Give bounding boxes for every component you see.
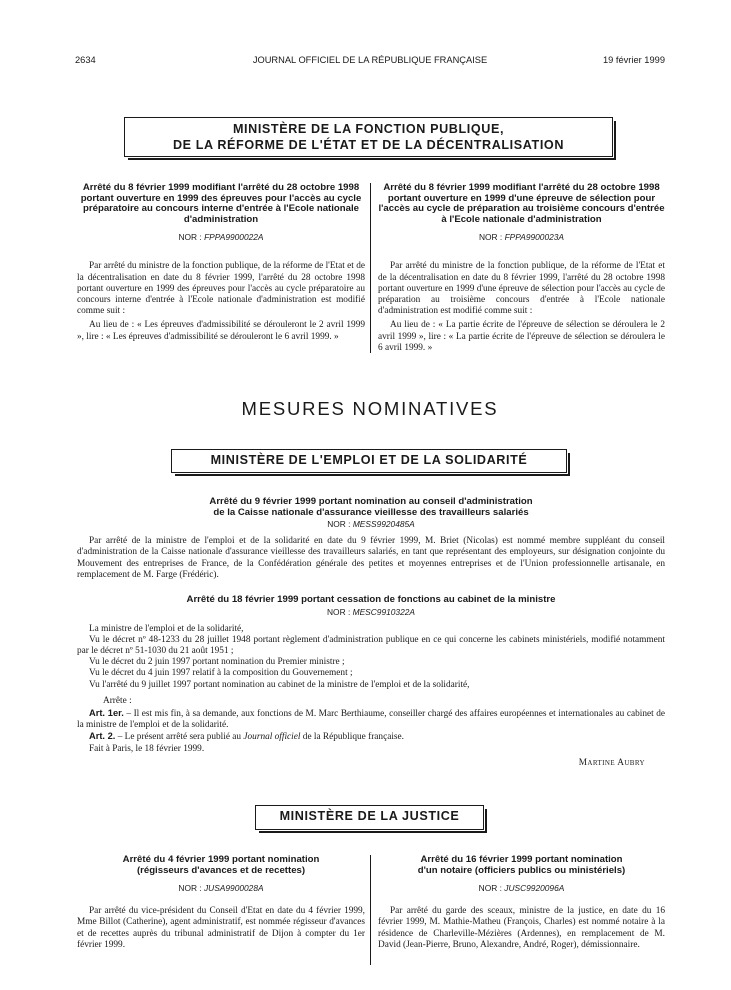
nor-code: MESC9910322A (352, 606, 415, 617)
visa-line: Vu le décret du 2 juin 1997 portant nomination du Premier ministre ; (89, 657, 345, 668)
article-2 (77, 731, 665, 743)
section-title: MESURES NOMINATIVES (241, 398, 499, 419)
article-2-label: Art. 2. (89, 731, 116, 742)
visa-line: Vu l'arrêté du 9 juillet 1997 portant nomination au cabinet de la ministre de l'emploi et de la solidarité, (89, 679, 470, 690)
arrete-right-paragraph-1: Par arrêté du ministre de la fonction publique, de la réforme de l'Etat et de la décentralisation en date du 8 février 1999, l'arrêté du 28 octobre 1998 portant ouverture en 1999 d'une épreuve de sélection pour l'accès au cycle de préparation au troisième concours d'entrée à l'Ecole nationale d'administration est modifié comme suit : (378, 261, 665, 317)
nor-code: JUSC9920096A (504, 883, 565, 894)
arrete-regisseurs-nor (77, 883, 365, 893)
nor-label: NOR : (478, 883, 502, 894)
column-divider (370, 855, 371, 965)
arrete-notaire-paragraph: Par arrêté du garde des sceaux, ministre de la justice, en date du 16 février 1999, M. Mathie-Matheu (François, Charles) est nommé notaire à la résidence de Charleville-Mézières (Ardennes), en remplacement de M. David (Jean-Pierre, Bruno, Alexandre, André, Roger), démissionnaire. (378, 906, 665, 950)
arrete-regisseurs-block (77, 855, 365, 951)
arrete-left-block (77, 183, 365, 343)
article-1-text: – Il est mis fin, à sa demande, aux fonctions de M. Marc Berthiaume, conseiller chargé des affaires européennes et internationales au cabinet de la ministre de l'emploi et de la solidarité. (77, 709, 666, 731)
arrete-right-title: Arrêté du 8 février 1999 modifiant l'arrêté du 28 octobre 1998 portant ouverture en 1999 d'une épreuve de sélection pour l'accès au cycle de préparation au troisième concours d'entrée à l'Ecole nationale d'administration (378, 182, 665, 225)
ministry-fonction-publique-heading (124, 117, 613, 157)
journal-title: JOURNAL OFFICIEL DE LA RÉPUBLIQUE FRANÇAISE (252, 55, 488, 65)
arrete-left-title: Arrêté du 8 février 1999 modifiant l'arrêté du 28 octobre 1998 portant ouverture en 1999 des épreuves pour l'accès au cycle préparatoire au concours interne d'entrée à l'Ecole nationale d'administration (80, 182, 362, 225)
nor-code: FPPA9900022A (204, 232, 264, 243)
ministry-emploi-label: MINISTÈRE DE L'EMPLOI ET DE LA SOLIDARITÉ (210, 453, 528, 467)
arrete-cnav-title-line1: Arrêté du 9 février 1999 portant nomination au conseil d'administration (209, 496, 533, 507)
arrete-notaire-title-line2: d'un notaire (officiers publics ou ministériels) (417, 864, 626, 876)
journal-officiel-italic: Journal officiel (243, 732, 301, 743)
ministry-emploi-heading (171, 449, 567, 473)
nor-label: NOR : (327, 606, 351, 617)
arrete-regisseurs-title-line1: Arrêté du 4 février 1999 portant nomination (122, 854, 320, 865)
ministry-fp-line2: DE LA RÉFORME DE L'ÉTAT ET DE LA DÉCENTRALISATION (172, 137, 565, 152)
running-header (75, 55, 665, 69)
arrete-label: Arrête : (103, 695, 132, 706)
arrete-right-block (378, 183, 665, 354)
nor-label: NOR : (178, 883, 202, 894)
arrete-cnav-nor (77, 519, 665, 529)
nor-label: NOR : (478, 232, 503, 243)
arrete-cnav-title-line2: de la Caisse nationale d'assurance vieillesse des travailleurs salariés (213, 506, 529, 518)
arrete-right-paragraph-2: Au lieu de : « La partie écrite de l'épreuve de sélection se déroulera le 2 avril 1999 », lire : « La partie écrite de l'épreuve de sélection se déroulera le 6 avril 1999. » (378, 320, 665, 353)
arrete-cnav-block (77, 497, 665, 581)
signature: Martine Aubry (578, 757, 645, 768)
fait-a-paris: Fait à Paris, le 18 février 1999. (89, 743, 205, 754)
arrete-right-nor (378, 232, 665, 242)
arrete-regisseurs-title-line2: (régisseurs d'avances et de recettes) (136, 864, 306, 876)
arrete-cabinet-title: Arrêté du 18 février 1999 portant cessation de fonctions au cabinet de la ministre (186, 594, 556, 605)
arrete-notaire-block (378, 855, 665, 951)
nor-code: JUSA9900028A (203, 883, 264, 894)
arrete-regisseurs-paragraph: Par arrêté du vice-président du Conseil d'Etat en date du 4 février 1999, Mme Billot (Catherine), agent administratif, est nommée régisseur d'avances et de recettes auprès du tribunal administratif de Dijon à compter du 1er février 1999. (77, 906, 365, 950)
arrete-left-nor (77, 232, 365, 242)
ministry-fp-line1: MINISTÈRE DE LA FONCTION PUBLIQUE, (232, 122, 505, 136)
arrete-notaire-nor (378, 883, 665, 893)
nor-code: MESS9920485A (352, 519, 415, 530)
issue-date: 19 février 1999 (602, 55, 665, 65)
arrete-notaire-title-line1: Arrêté du 16 février 1999 portant nomination (420, 854, 623, 865)
column-divider (370, 183, 371, 353)
visa-line: Vu le décret nº 48-1233 du 28 juillet 1948 portant règlement d'administration publique en ce qui concerne les cabinets ministériels, modifié notamment par le décret nº 51-1030 du 21 août 1951 ; (77, 634, 665, 656)
ministry-justice-label: MINISTÈRE DE LA JUSTICE (279, 809, 460, 823)
arrete-left-paragraph-2: Au lieu de : « Les épreuves d'admissibilité se dérouleront le 2 avril 1999 », lire : « Les épreuves d'admissibilité se dérouleront le 6 avril 1999. » (77, 320, 365, 342)
nor-label: NOR : (178, 232, 202, 243)
page-number: 2634 (75, 55, 96, 65)
arrete-cabinet-block (77, 595, 665, 769)
arrete-cabinet-nor (77, 607, 665, 617)
arrete-cnav-paragraph: Par arrêté de la ministre de l'emploi et de la solidarité en date du 9 février 1999, M. Briet (Nicolas) est nommé membre suppléant du conseil d'administration de la Caisse nationale d'assurance vieillesse des travailleurs salariés, en tant que représentant des employeurs, sur désignation conjointe du Mouvement des entreprises de France, de la Confédération générale des petites et moyennes entreprises et de l'Union professionnelle artisanale, en remplacement de M. Farge (Frédéric). (77, 536, 665, 580)
visa-line: La ministre de l'emploi et de la solidarité, (89, 623, 244, 634)
article-2-text-a: – Le présent arrêté sera publié au (117, 732, 242, 743)
article-1-label: Art. 1er. (89, 708, 124, 719)
visa-line: Vu le décret du 4 juin 1997 relatif à la composition du Gouvernement ; (89, 668, 353, 679)
ministry-justice-heading (255, 805, 484, 830)
arrete-left-paragraph-1: Par arrêté du ministre de la fonction publique, de la réforme de l'Etat et de la décentralisation en date du 8 février 1999, l'arrêté du 28 octobre 1998 portant ouverture en 1999 des épreuves pour l'accès au cycle préparatoire au concours interne d'entrée à l'Ecole nationale d'administration est modifié comme suit : (77, 261, 365, 317)
nor-label: NOR : (327, 519, 351, 530)
article-2-text-b: de la République française. (302, 732, 404, 743)
article-1 (77, 708, 665, 731)
nor-code: FPPA9900023A (504, 232, 565, 243)
